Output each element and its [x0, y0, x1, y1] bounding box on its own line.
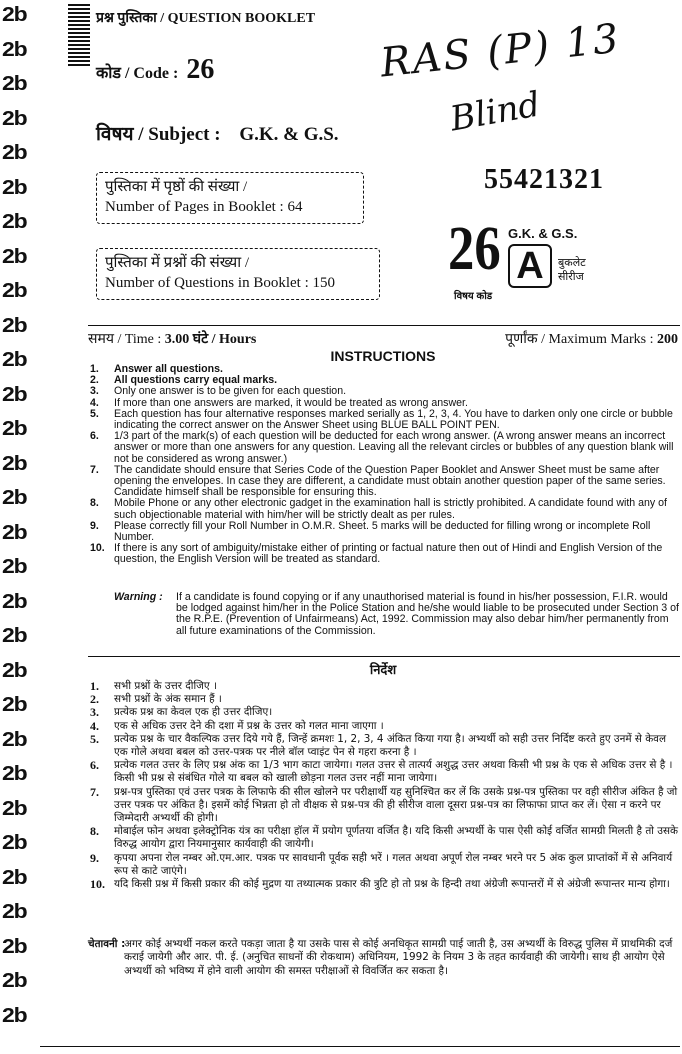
series-label	[558, 256, 586, 284]
instruction-number: 1.	[90, 363, 99, 375]
max-marks-value: 200	[657, 332, 678, 347]
hindi-instruction-text: कृपया अपना रोल नम्बर ओ.एम.आर. पत्रक पर सावधानी पूर्वक सही भरें । गलत अथवा अपूर्ण रोल नम्बर भरने पर 5 अंक कुल प्राप्तांकों में से अनिवार्य रूप से काटे जाएंगे।	[114, 851, 673, 877]
instruction-text: Only one answer is to be given for each question.	[114, 385, 347, 398]
series-label-line2: सीरीज	[558, 271, 584, 283]
instructions-list	[88, 364, 680, 566]
margin-mark: 2b	[2, 556, 27, 578]
margin-mark: 2b	[2, 452, 27, 475]
hindi-instruction-number: 1.	[90, 679, 99, 693]
margin-mark: 2b	[2, 245, 27, 268]
warning-label: Warning :	[114, 591, 163, 603]
hindi-instruction-item	[88, 878, 680, 891]
instruction-text: Mobile Phone or any other electronic gadget in the examination hall is strictly prohibited. A candidate found with any of such objectionable material with him/her will be strictly dealt as per rules.	[114, 497, 667, 521]
margin-strip	[0, 0, 40, 1054]
hindi-instruction-item	[88, 706, 680, 719]
margin-mark: 2b	[2, 487, 27, 509]
questions-box-line2: Number of Questions in Booklet : 150	[105, 275, 335, 291]
instruction-number: 8.	[90, 497, 99, 510]
hindi-warning-label: चेतावनी :	[88, 938, 126, 950]
divider	[88, 656, 680, 657]
subject-label: विषय / Subject :	[96, 124, 221, 145]
divider	[40, 1046, 680, 1047]
hindi-instruction-item	[88, 786, 680, 826]
subject-line	[96, 120, 339, 146]
hindi-instruction-number: 8.	[90, 824, 99, 839]
hindi-heading: निर्देश	[369, 662, 397, 677]
time-value: 3.00 घंटे / Hours	[164, 332, 257, 347]
hindi-instruction-item	[88, 680, 680, 693]
pages-box-line2: Number of Pages in Booklet : 64	[105, 199, 303, 215]
margin-mark: 2b	[2, 314, 27, 337]
instruction-item	[88, 409, 680, 431]
margin-mark: 2b	[2, 4, 27, 26]
code-value: 26	[186, 54, 215, 85]
margin-mark: 2b	[2, 797, 27, 820]
series-letter-box: A	[508, 244, 552, 288]
subject-code-label: विषय कोड	[454, 291, 493, 302]
margin-mark: 2b	[2, 521, 27, 544]
questions-box	[96, 248, 380, 300]
hindi-instruction-number: 4.	[90, 718, 99, 733]
divider	[88, 325, 680, 326]
instruction-text: 1/3 part of the mark(s) of each question will be deducted for each wrong answer. (A wrong answer means an incorrect answer or more than one answers for any question. Leaving all the relevant circles or bubbles of any question blank will not be considered as wrong answer.)	[114, 430, 674, 465]
max-marks-label: पूर्णांक / Maximum Marks :	[505, 332, 654, 347]
series-subject: G.K. & G.S.	[508, 226, 578, 241]
handwritten-note-2: Blind	[447, 84, 544, 140]
margin-mark: 2b	[2, 901, 27, 923]
instruction-number: 3.	[90, 385, 99, 398]
subject-value: G.K. & G.S.	[239, 124, 339, 145]
margin-mark: 2b	[2, 142, 27, 164]
hindi-instruction-text: सभी प्रश्नों के उत्तर दीजिए ।	[114, 680, 217, 692]
hindi-instruction-text: प्रत्येक प्रश्न के चार वैकल्पिक उत्तर दिये गये हैं, जिन्हें क्रमशः 1, 2, 3, 4 अंकित किया गया है। अभ्यर्थी को सही उत्तर निर्दिष्ट करते हुए उनमें से केवल एक गोले अथवा बबल को उत्तर-पत्रक पर नीले बॉल प्वाइंट पेन से गहरा करना है ।	[114, 732, 667, 759]
pages-box	[96, 172, 364, 224]
instruction-item	[88, 465, 680, 499]
instruction-item	[88, 498, 680, 520]
series-label-line1: बुकलेट	[558, 257, 586, 269]
instruction-text: Please correctly fill your Roll Number in O.M.R. Sheet. 5 marks will be deducted for filling wrong or incomplete Roll Number.	[114, 519, 651, 544]
margin-mark: 2b	[2, 590, 27, 613]
hindi-instruction-number: 2.	[90, 692, 99, 707]
hindi-instruction-number: 7.	[90, 784, 99, 799]
hindi-instruction-item	[88, 852, 680, 878]
margin-mark: 2b	[2, 211, 27, 233]
warning-block	[114, 592, 680, 637]
hindi-instruction-number: 10.	[90, 877, 105, 892]
instructions-heading: INSTRUCTIONS	[330, 348, 436, 364]
instruction-text: If there is any sort of ambiguity/mistake either of printing or factual nature then out of Hindi and English Version of the question, the English Version will be treated as standard.	[114, 542, 663, 566]
hindi-instruction-text: प्रत्येक गलत उत्तर के लिए प्रश्न अंक का 1/3 भाग काटा जायेगा। गलत उत्तर से तात्पर्य अशुद्ध उत्तर अथवा किसी भी प्रश्न के एक से अधिक उत्तर से है । किसी भी प्रश्न से संबंधित गोले या बबल को खाली छोड़ना गलत उत्तर नहीं माना जायेगा।	[114, 759, 673, 785]
margin-mark: 2b	[2, 418, 27, 440]
hindi-instructions-list	[88, 680, 680, 891]
instruction-number: 2.	[90, 374, 99, 387]
margin-mark: 2b	[2, 349, 27, 371]
instruction-text: All questions carry equal marks.	[114, 374, 278, 387]
hindi-instruction-item	[88, 759, 680, 785]
hindi-instruction-number: 3.	[90, 705, 99, 720]
booklet-title: प्रश्न पुस्तिका / QUESTION BOOKLET	[96, 11, 316, 26]
margin-mark: 2b	[2, 38, 27, 61]
hindi-warning-text: अगर कोई अभ्यर्थी नकल करते पकड़ा जाता है या उसके पास से कोई अनधिकृत सामग्री पाई जाती है, उस अभ्यर्थी के विरुद्ध पुलिस में प्राथमिकी दर्ज कराई जायेगी और आर. पी. ई. (अनुचित साधनों की रोकथाम) अधिनियम, 1992 के नियम 3 के तहत कार्यवाही की जायेगी। साथ ही आयोग ऐसे अभ्यर्थी को भविष्य में होने वाली आयोग की समस्त परीक्षाओं से विवर्जित कर सकता है।	[124, 938, 673, 977]
margin-mark: 2b	[2, 763, 27, 785]
margin-mark: 2b	[2, 728, 27, 751]
margin-mark: 2b	[2, 107, 27, 130]
hindi-instruction-number: 6.	[90, 758, 99, 773]
margin-mark: 2b	[2, 970, 27, 992]
margin-mark: 2b	[2, 935, 27, 958]
instruction-text: Each question has four alternative responses marked serially as 1, 2, 3, 4. You have to darken only one circle or bubble indicating the correct answer on the Answer Sheet using BLUE BALL POINT PEN.	[114, 407, 673, 432]
margin-mark: 2b	[2, 280, 27, 302]
subject-code-large: 26	[448, 215, 501, 283]
hindi-instruction-text: प्रत्येक प्रश्न का केवल एक ही उत्तर दीजिए।	[114, 706, 273, 719]
hindi-instruction-number: 9.	[90, 850, 99, 865]
hindi-instruction-number: 5.	[90, 731, 99, 746]
margin-mark: 2b	[2, 659, 27, 682]
code-line	[96, 54, 214, 86]
questions-box-line1: पुस्तिका में प्रश्नों की संख्या /	[105, 255, 250, 271]
hindi-instruction-item	[88, 720, 680, 733]
time-label: समय / Time :	[88, 332, 162, 347]
time-line	[88, 329, 256, 348]
hindi-instruction-text: सभी प्रश्नों के अंक समान हैं ।	[114, 693, 222, 706]
hindi-instruction-text: मोबाईल फोन अथवा इलेक्ट्रोनिक यंत्र का परीक्षा हॉल में प्रयोग पूर्णतया वर्जित है। यदि किसी अभ्यर्थी के पास ऐसी कोई वर्जित सामग्री मिलती है तो उसके विरुद्ध आयोग द्वारा नियमानुसार कार्यवाही की जायेगी।	[114, 825, 678, 851]
instruction-item	[88, 543, 680, 565]
instruction-number: 4.	[90, 396, 99, 409]
instruction-number: 10.	[90, 542, 105, 555]
warning-text: If a candidate is found copying or if any unauthorised material is found in his/her possession, F.I.R. would be lodged against him/her in the Police Station and he/she would liable to be prosecuted under Section 3 of the R.P.E. (Prevention of Unfairmeans) Act, 1992. Commission may also debar him/her permanently from all future examinations of the Commission.	[176, 591, 679, 637]
margin-mark: 2b	[2, 694, 27, 716]
hindi-instruction-item	[88, 693, 680, 706]
margin-mark: 2b	[2, 625, 27, 647]
hindi-instruction-item	[88, 733, 680, 759]
code-label: कोड / Code :	[96, 65, 179, 82]
margin-mark: 2b	[2, 866, 27, 889]
pages-box-line1: पुस्तिका में पृष्ठों की संख्या /	[105, 179, 248, 195]
instruction-number: 5.	[90, 407, 99, 420]
hindi-instruction-item	[88, 825, 680, 851]
instruction-number: 6.	[90, 430, 99, 443]
hindi-instruction-text: प्रश्न-पत्र पुस्तिका एवं उत्तर पत्रक के लिफाफे की सील खोलने पर परीक्षार्थी यह सुनिश्चित कर लें कि उसके प्रश्न-पत्र पुस्तिका पर वही सीरीज अंकित है जो उत्तर पत्रक पर अंकित है। इसमें कोई भिन्नता हो तो वीक्षक से प्रश्न-पत्र की ही सीरीज वाला दूसरा प्रश्न-पत्र का लिफाफा प्राप्त कर लें। ऐसा न करने पर जिम्मेदारी अभ्यर्थी की होगी।	[114, 785, 678, 825]
instruction-text: Answer all questions.	[114, 363, 223, 375]
hindi-instruction-text: यदि किसी प्रश्न में किसी प्रकार की कोई मुद्रण या तथ्यात्मक प्रकार की त्रुटि हो तो प्रश्न के हिन्दी तथा अंग्रेजी रूपान्तरों में से अंग्रेजी रूपान्तर मान्य होगा।	[114, 878, 670, 891]
instruction-text: The candidate should ensure that Series Code of the Question Paper Booklet and Answer Sheet must be same after opening the envelopes. In case they are different, a candidate must obtain another question paper of the same series. Candidate himself shall be responsible for ensuring this.	[114, 463, 666, 499]
handwritten-note-1: RAS (P) 13	[378, 15, 623, 87]
instruction-item	[88, 521, 680, 543]
serial-number: 55421321	[484, 164, 604, 195]
instruction-number: 9.	[90, 519, 99, 532]
max-marks-line	[505, 329, 678, 348]
barcode	[68, 4, 90, 66]
hindi-instruction-text: एक से अधिक उत्तर देने की दशा में प्रश्न के उत्तर को गलत माना जाएगा ।	[114, 719, 384, 732]
margin-mark: 2b	[2, 176, 27, 199]
instruction-item	[88, 431, 680, 465]
margin-mark: 2b	[2, 832, 27, 854]
hindi-warning-block	[88, 938, 680, 978]
instruction-number: 7.	[90, 463, 99, 476]
margin-mark: 2b	[2, 383, 27, 406]
instruction-text: If more than one answers are marked, it would be treated as wrong answer.	[114, 396, 468, 409]
margin-mark: 2b	[2, 73, 27, 95]
margin-mark: 2b	[2, 1004, 27, 1027]
